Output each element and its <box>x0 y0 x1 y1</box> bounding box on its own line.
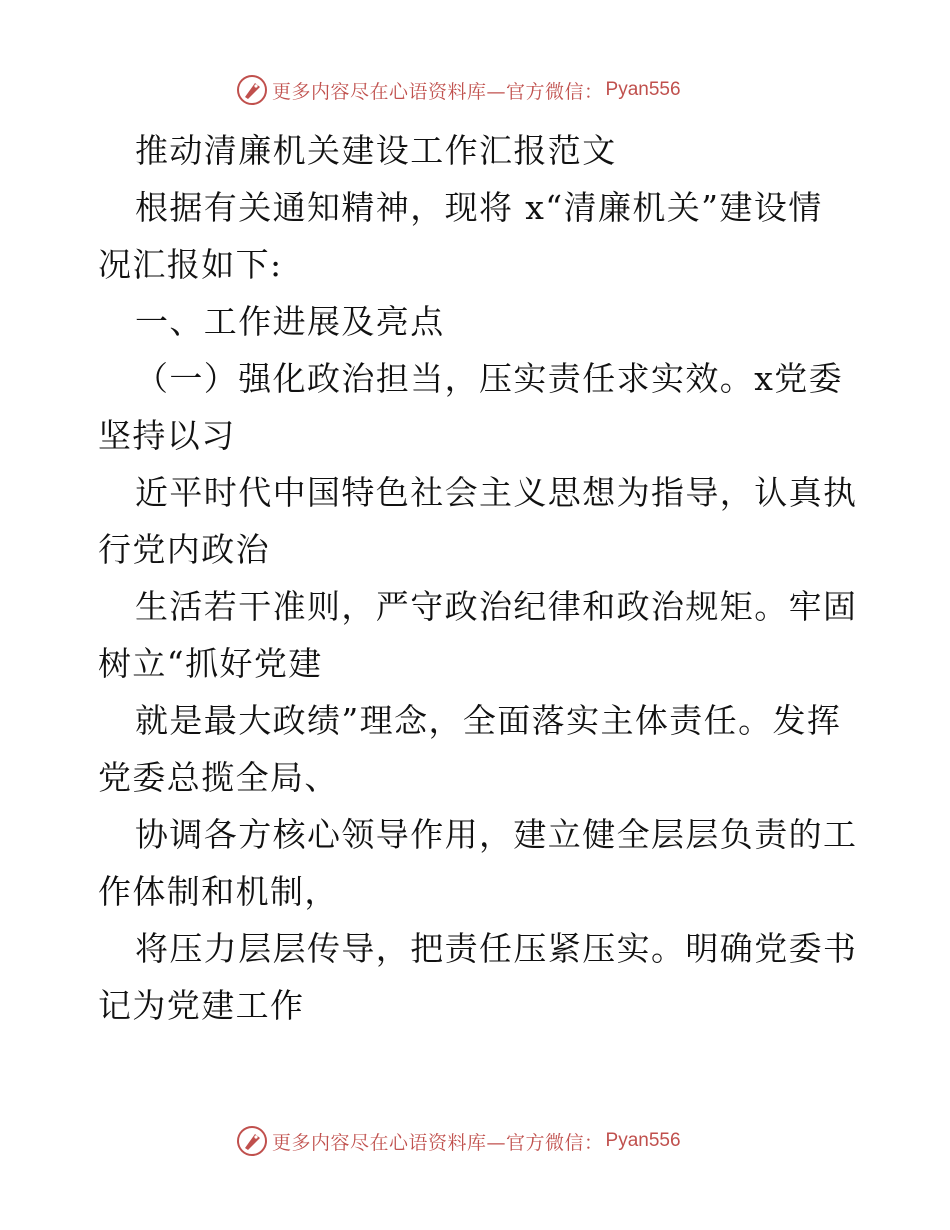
paragraph-line: 行党内政治 <box>98 530 270 569</box>
paragraph-line: （一）强化政治担当，压实责任求实效。x党委 <box>135 359 844 398</box>
paragraph-line: 生活若干准则，严守政治纪律和政治规矩。牢固 <box>135 587 858 626</box>
watermark-id: Pyan556 <box>605 79 681 100</box>
paragraph-line: 况汇报如下: <box>98 245 283 284</box>
document-title: 推动清廉机关建设工作汇报范文 <box>135 131 617 170</box>
header-watermark <box>236 73 681 107</box>
pen-nib-logo-icon <box>236 74 268 106</box>
footer-watermark <box>236 1124 681 1158</box>
paragraph-line: 党委总揽全局、 <box>98 758 339 797</box>
paragraph-line: 根据有关通知精神，现将 x“清廉机关”建设情 <box>135 188 823 227</box>
watermark-text: 更多内容尽在心语资料库—官方微信： <box>272 80 604 103</box>
paragraph-line: 作体制和机制， <box>98 872 339 911</box>
watermark-text: 更多内容尽在心语资料库—官方微信： <box>272 1131 604 1154</box>
paragraph-line: 协调各方核心领导作用，建立健全层层负责的工 <box>135 815 858 854</box>
document-body <box>98 122 858 1034</box>
paragraph-line: 近平时代中国特色社会主义思想为指导，认真执 <box>135 473 858 512</box>
section-heading: 一、工作进展及亮点 <box>135 302 445 341</box>
paragraph-line: 坚持以习 <box>98 416 236 455</box>
pen-nib-logo-icon <box>236 1125 268 1157</box>
paragraph-line: 就是最大政绩”理念，全面落实主体责任。发挥 <box>135 701 842 740</box>
paragraph-line: 树立“抓好党建 <box>98 644 323 683</box>
watermark-id: Pyan556 <box>605 1130 681 1151</box>
paragraph-line: 将压力层层传导，把责任压紧压实。明确党委书 <box>135 929 858 968</box>
paragraph-line: 记为党建工作 <box>98 986 305 1025</box>
